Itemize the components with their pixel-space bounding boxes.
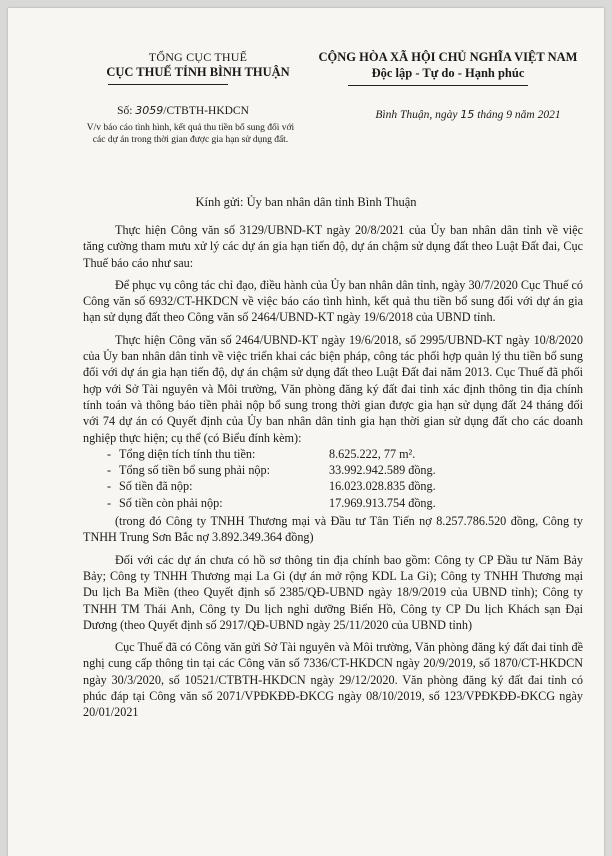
parent-agency: TỔNG CỤC THUẾ [148, 50, 248, 64]
body-paragraph: Thực hiện Công văn số 3129/UBND-KT ngày 20/8/2021 của Ủy ban nhân dân tỉnh về việc tăng cường tham mưu xử lý các dự án gia hạn tiến độ, dự án chậm sử dụng đất theo Luật Đất đai, Cục Thuế báo cáo như sau: [83, 223, 583, 270]
summary-item: - Số tiền đã nộp: 16.023.028.835 đồng. [83, 478, 583, 494]
national-motto: Độc lập - Tự do - Hạnh phúc [371, 66, 525, 80]
date-day-handwritten: 15 [460, 108, 475, 121]
summary-label: Số tiền đã nộp: [119, 479, 193, 494]
agency-underline [108, 84, 228, 85]
issuing-agency-block [68, 50, 328, 80]
nation-name: CỘNG HÒA XÃ HỘI CHỦ NGHĨA VIỆT NAM [318, 50, 578, 64]
summary-label: Tổng số tiền bổ sung phải nộp: [119, 463, 270, 478]
document-page [8, 8, 604, 856]
national-header-block [298, 50, 598, 81]
doc-number-handwritten: 3059 [135, 104, 164, 117]
summary-item: - Tổng số tiền bổ sung phải nộp: 33.992.942.589 đồng. [83, 462, 583, 478]
doc-number-suffix: /CTBTH-HKDCN [163, 105, 249, 117]
doc-number-prefix: Số: [117, 105, 136, 117]
summary-value: 17.969.913.754 đồng. [329, 495, 436, 510]
document-body [83, 222, 583, 727]
summary-item: - Tổng diện tích tính thu tiền: 8.625.222, 77 m². [83, 446, 583, 462]
summary-value: 33.992.942.589 đồng. [329, 463, 436, 478]
document-subject: V/v báo cáo tình hình, kết quả thu tiền bổ sung đối với các dự án trong thời gian được gia hạn sử dụng đất. [86, 123, 295, 145]
body-paragraph: Cục Thuế đã có Công văn gửi Sở Tài nguyên và Môi trường, Văn phòng đăng ký đất đai tỉnh đề nghị cung cấp thông tin tại các Công văn số 7336/CT-HKDCN ngày 20/9/2019, số 1870/CT-HKDCN ngày 30/3/2020, số 10521/CTBTH-HKDCN ngày 29/12/2020. Văn phòng đăng ký đất đai tỉnh có phúc đáp tại Công văn số 2071/VPĐKĐĐ-ĐKCG ngày 08/10/2019, số 123/VPĐKĐĐ-ĐKCG ngày 20/01/2021 [83, 640, 583, 720]
place-and-date [343, 108, 593, 121]
document-number [48, 104, 318, 117]
body-paragraph: Để phục vụ công tác chỉ đạo, điều hành của Ủy ban nhân dân tỉnh, ngày 30/7/2020 Cục Thuế có Công văn số 6932/CT-HKDCN về việc báo cáo tình hình, kết quả thu tiền bổ sung đối với dự án gia hạn sử dụng đất theo Công văn số 2464/UBND-KT ngày 19/6/2018 của UBND tỉnh. [83, 277, 583, 325]
recipient-line: Kính gửi: Ủy ban nhân dân tỉnh Bình Thuận [195, 195, 417, 209]
place-label: Bình Thuận, ngày [375, 109, 461, 121]
summary-item: - Số tiền còn phải nộp: 17.969.913.754 đồng. [83, 495, 583, 511]
summary-label: Số tiền còn phải nộp: [119, 495, 223, 510]
issuing-agency: CỤC THUẾ TỈNH BÌNH THUẬN [106, 65, 290, 79]
summary-list [83, 446, 583, 511]
motto-underline [348, 85, 528, 86]
body-paragraph: Đối với các dự án chưa có hồ sơ thông tin địa chính bao gồm: Công ty CP Đầu tư Năm Bảy Bảy; Công ty TNHH Thương mại La Gi (dự án mở rộng KDL La Gi); Công ty TNHH Thương mại Du lịch Ba Miền (theo Quyết định số 2385/QĐ-UBND ngày 18/9/2019 của UBND tỉnh); Công ty TNHH TM Thái Anh, Công ty Du lịch nghỉ dưỡng Biển Hồ, Công ty CP Du lịch Khách sạn Đại Dương (theo Quyết định số 2917/QĐ-UBND ngày 25/11/2020 của UBND tỉnh) [83, 552, 583, 632]
summary-value: 16.023.028.835 đồng. [329, 479, 436, 494]
body-paragraph: Thực hiện Công văn số 2464/UBND-KT ngày 19/6/2018, số 2995/UBND-KT ngày 10/8/2020 của Ủy ban nhân dân tỉnh về việc triển khai các biện pháp, công tác phối hợp quản lý thu tiền bổ sung đối với dự án gia hạn tiến độ, dự án chậm sử dụng đất theo Luật Đất đai năm 2013. Cục Thuế đã phối hợp với Sở Tài nguyên và Môi trường, Văn phòng đăng ký đất đai tỉnh xác định thông tin địa chính tính toán và thông báo tiền phải nộp bổ sung trong thời gian được gia hạn sử dụng đất 24 tháng đối với 74 dự án có Quyết định của Ủy ban nhân dân tỉnh gia hạn thời gian sử dụng đất cho các doanh nghiệp thực hiện; cụ thể (có Biểu đính kèm): [83, 332, 583, 445]
summary-note: (trong đó Công ty TNHH Thương mại và Đầu tư Tân Tiến nợ 8.257.786.520 đồng, Công ty TNHH Trung Sơn Bắc nợ 3.892.349.364 đồng) [83, 514, 583, 545]
summary-value: 8.625.222, 77 m². [329, 446, 416, 461]
summary-label: Tổng diện tích tính thu tiền: [119, 446, 256, 461]
date-rest: tháng 9 năm 2021 [474, 109, 561, 121]
